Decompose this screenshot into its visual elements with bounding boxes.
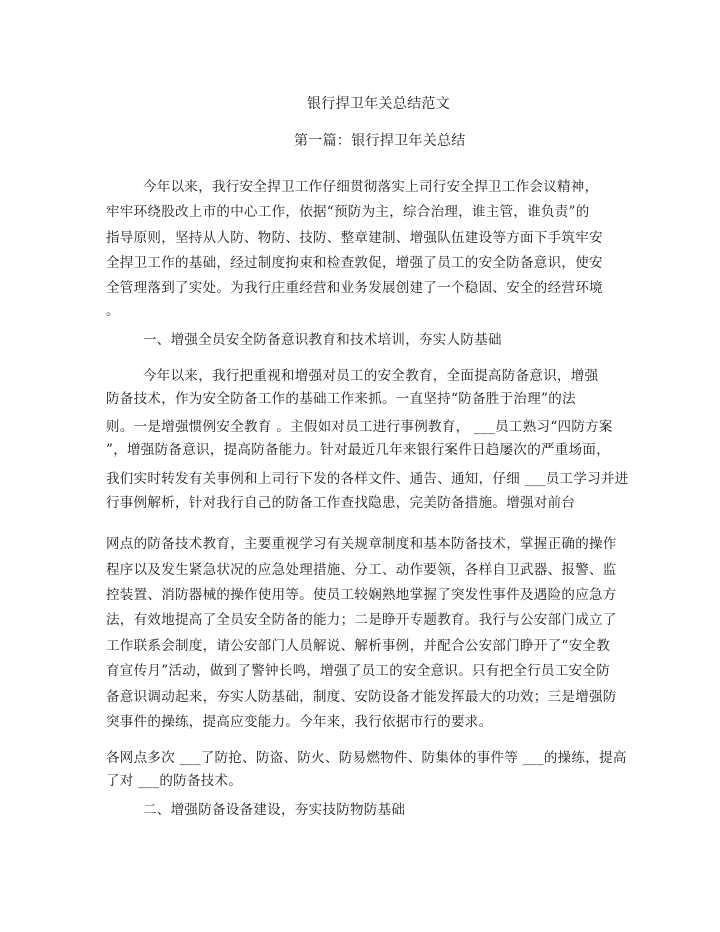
paragraph-line: 我们实时转发有关事例和上司行下发的各样文件、通告、通知，仔细 ___员工学习并进 [106,471,629,487]
paragraph-line: 则。一是增强惯例安全教育 。主假如对员工进行事例教育， ___员工熟习“四防方案 [106,419,613,435]
paragraph-line: ”，增强防备意识，提高防备能力。针对最近几年来银行案件日趋屡次的严重场面， [106,442,611,458]
paragraph-line: 全管理落到了实处。为我行庄重经营和业务发展创建了一个稳固、安全的经营环境 [106,280,603,296]
paragraph-line: 防备技术，作为安全防备工作的基础工作来抓。一直坚持“防备胜于治理”的法 [106,391,576,407]
paragraph-line: 备意识调动起来，夯实人防基础，制度、安防设备才能发挥最大的功效；三是增强防 [106,689,617,705]
paragraph-line: 育宣传月”活动，做到了警钟长鸣，增强了员工的安全意识。只有把全行员工安全防 [106,663,611,679]
paragraph-line: 工作联系会制度，请公安部门人员解说、解析事例，并配合公安部门睁开了“安全教 [106,638,611,654]
paragraph-line: 牢牢环绕股改上市的中心工作，依据“预防为主，综合治理，谁主管，谁负责”的 [106,204,590,220]
section-heading: 二、增强防备设备建设，夯实技防物防基础 [143,802,406,818]
paragraph-line: 了对 ___的防备技术。 [106,773,243,789]
paragraph-line: 控装置、消防器械的操作使用等。使员工较娴熟地掌握了突发性事件及遇险的应急方 [106,587,617,603]
paragraph-line: 法，有效地提高了全员安全防备的能力；二是睁开专题教育。我行与公安部门成立了 [106,612,617,628]
paragraph-line: 突事件的操练，提高应变能力。今年来，我行依据市行的要求。 [106,714,493,730]
document-title: 银行捍卫年关总结范文 [307,96,450,112]
paragraph-line: 指导原则，坚持从人防、物防、技防、整章建制、增强队伍建设等方面下手筑牢安 [106,230,603,246]
paragraph-line: 网点的防备技术教育，主要重视学习有关规章制度和基本防备技术，掌握正确的操作 [106,536,617,552]
paragraph-line: 行事例解析，针对我行自己的防备工作查找隐患，完美防备措施。增强对前台 [106,495,576,511]
paragraph-line: 。 [106,303,120,319]
document-subtitle: 第一篇：银行捍卫年关总结 [294,133,466,149]
paragraph-line: 全捍卫工作的基础，经过制度拘束和检查敦促，增强了员工的安全防备意识，使安 [106,255,603,271]
paragraph-line: 程序以及发生紧急状况的应急处理措施、分工、动作要领，各样自卫武器、报警、监 [106,562,617,578]
section-heading: 一、增强全员安全防备意识教育和技术培训，夯实人防基础 [143,332,502,348]
paragraph-line: 各网点多次 ___了防抢、防盗、防火、防易燃物件、防集体的事件等 ___的操练，提高 [106,750,627,766]
paragraph-line: 今年以来，我行安全捍卫工作仔细贯彻落实上司行安全捍卫工作会议精神， [143,179,599,195]
paragraph-line: 今年以来，我行把重视和增强对员工的安全教育，全面提高防备意识，增强 [143,368,599,384]
